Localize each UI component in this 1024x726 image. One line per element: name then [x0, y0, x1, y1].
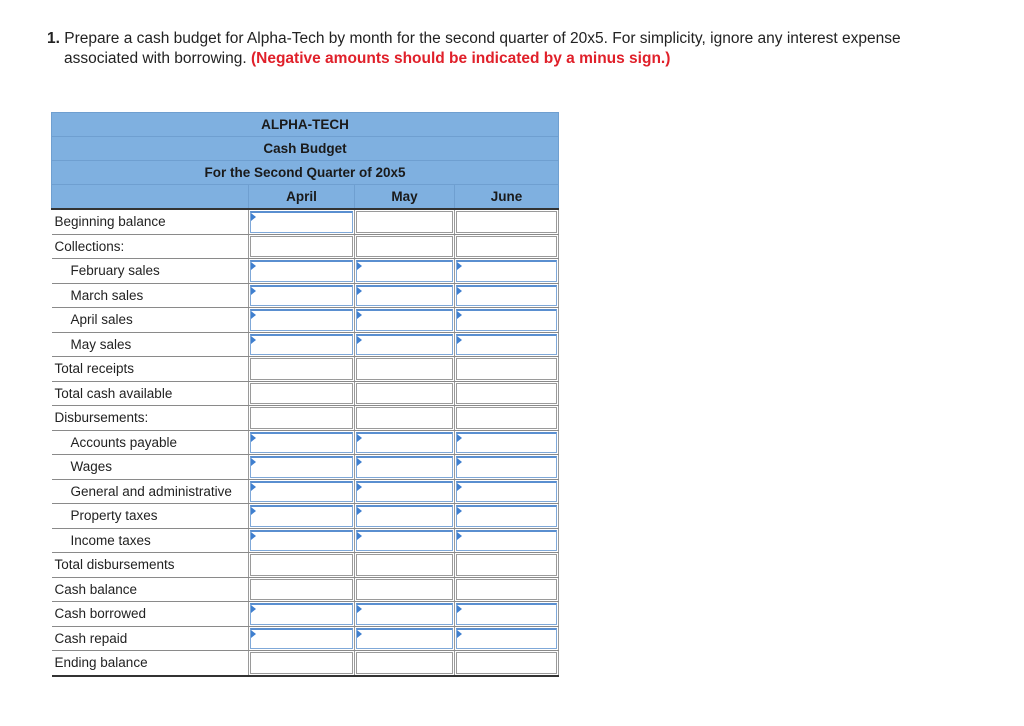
amount-input[interactable]: [456, 260, 557, 282]
amount-cell: [355, 651, 455, 676]
table-row: [52, 357, 559, 382]
row-label: Total receipts: [52, 357, 249, 382]
amount-input[interactable]: [250, 211, 353, 233]
amount-cell: [249, 626, 355, 651]
calculated-field[interactable]: [356, 211, 453, 233]
amount-input[interactable]: [356, 432, 453, 454]
table-row: [52, 504, 559, 529]
row-label: April sales: [52, 308, 249, 333]
amount-input[interactable]: [356, 628, 453, 650]
input-marker-icon: [251, 336, 256, 344]
amount-cell: [455, 381, 559, 406]
amount-cell: [455, 357, 559, 382]
calculated-field[interactable]: [250, 236, 353, 258]
amount-cell: [249, 283, 355, 308]
calculated-field[interactable]: [356, 236, 453, 258]
amount-cell: [249, 357, 355, 382]
calculated-field[interactable]: [456, 358, 557, 380]
row-label: Ending balance: [52, 651, 249, 676]
row-label: Cash borrowed: [52, 602, 249, 627]
amount-input[interactable]: [356, 603, 453, 625]
amount-input[interactable]: [250, 285, 353, 307]
amount-input[interactable]: [250, 628, 353, 650]
calculated-field[interactable]: [250, 579, 353, 601]
amount-cell: [249, 406, 355, 431]
row-label: Total cash available: [52, 381, 249, 406]
amount-input[interactable]: [356, 505, 453, 527]
input-marker-icon: [457, 532, 462, 540]
amount-cell: [355, 504, 455, 529]
amount-input[interactable]: [356, 260, 453, 282]
question-number: 1.: [47, 30, 60, 47]
amount-cell: [249, 234, 355, 259]
table-row: [52, 381, 559, 406]
amount-input[interactable]: [456, 456, 557, 478]
table-row: [52, 308, 559, 333]
calculated-field[interactable]: [456, 407, 557, 429]
row-label: Disbursements:: [52, 406, 249, 431]
calculated-field[interactable]: [456, 554, 557, 576]
amount-cell: [455, 577, 559, 602]
question-text: [47, 29, 1007, 69]
row-label: General and administrative: [52, 479, 249, 504]
input-marker-icon: [357, 262, 362, 270]
month-header-june: June: [455, 185, 559, 210]
amount-input[interactable]: [456, 481, 557, 503]
calculated-field[interactable]: [356, 652, 453, 674]
input-marker-icon: [357, 507, 362, 515]
amount-input[interactable]: [250, 260, 353, 282]
amount-input[interactable]: [250, 334, 353, 356]
input-marker-icon: [457, 458, 462, 466]
amount-cell: [355, 577, 455, 602]
amount-input[interactable]: [250, 432, 353, 454]
amount-cell: [249, 602, 355, 627]
month-header-may: May: [355, 185, 455, 210]
input-marker-icon: [457, 336, 462, 344]
amount-cell: [455, 430, 559, 455]
row-label: Cash repaid: [52, 626, 249, 651]
amount-cell: [355, 430, 455, 455]
amount-input[interactable]: [356, 456, 453, 478]
amount-cell: [249, 381, 355, 406]
input-marker-icon: [251, 287, 256, 295]
row-label: Total disbursements: [52, 553, 249, 578]
amount-cell: [249, 577, 355, 602]
amount-input[interactable]: [356, 285, 453, 307]
calculated-field[interactable]: [356, 554, 453, 576]
table-row: [52, 479, 559, 504]
amount-input[interactable]: [456, 505, 557, 527]
input-marker-icon: [251, 507, 256, 515]
calculated-field[interactable]: [250, 652, 353, 674]
table-row: [52, 332, 559, 357]
amount-cell: [355, 259, 455, 284]
budget-period: For the Second Quarter of 20x5: [52, 161, 559, 185]
amount-cell: [355, 528, 455, 553]
input-marker-icon: [251, 262, 256, 270]
input-marker-icon: [457, 262, 462, 270]
amount-input[interactable]: [356, 309, 453, 331]
amount-cell: [355, 381, 455, 406]
table-row: [52, 234, 559, 259]
amount-cell: [355, 283, 455, 308]
amount-cell: [249, 259, 355, 284]
question-warning: (Negative amounts should be indicated by a minus sign.): [250, 50, 671, 67]
input-marker-icon: [357, 458, 362, 466]
row-label: Accounts payable: [52, 430, 249, 455]
table-row: [52, 283, 559, 308]
amount-input[interactable]: [456, 530, 557, 552]
amount-cell: [355, 357, 455, 382]
calculated-field[interactable]: [250, 358, 353, 380]
amount-cell: [355, 308, 455, 333]
calculated-field[interactable]: [456, 383, 557, 405]
amount-cell: [455, 626, 559, 651]
amount-cell: [355, 479, 455, 504]
amount-cell: [455, 406, 559, 431]
question-line-2: associated with borrowing.: [64, 50, 247, 67]
amount-cell: [455, 332, 559, 357]
input-marker-icon: [251, 458, 256, 466]
calculated-field[interactable]: [456, 211, 557, 233]
input-marker-icon: [457, 507, 462, 515]
amount-cell: [355, 234, 455, 259]
input-marker-icon: [457, 434, 462, 442]
amount-cell: [355, 332, 455, 357]
input-marker-icon: [251, 532, 256, 540]
calculated-field[interactable]: [356, 358, 453, 380]
amount-cell: [249, 332, 355, 357]
row-label: Cash balance: [52, 577, 249, 602]
input-marker-icon: [457, 630, 462, 638]
amount-input[interactable]: [456, 603, 557, 625]
table-row: [52, 602, 559, 627]
amount-cell: [455, 602, 559, 627]
budget-title: Cash Budget: [52, 137, 559, 161]
amount-cell: [455, 504, 559, 529]
amount-cell: [455, 455, 559, 480]
calculated-field[interactable]: [456, 579, 557, 601]
row-label: Collections:: [52, 234, 249, 259]
row-label: Income taxes: [52, 528, 249, 553]
table-row: [52, 577, 559, 602]
amount-input[interactable]: [356, 481, 453, 503]
input-marker-icon: [457, 605, 462, 613]
calculated-field[interactable]: [250, 407, 353, 429]
input-marker-icon: [357, 630, 362, 638]
amount-cell: [355, 602, 455, 627]
amount-cell: [455, 528, 559, 553]
amount-cell: [249, 308, 355, 333]
table-row: [52, 651, 559, 676]
row-label: May sales: [52, 332, 249, 357]
amount-cell: [355, 406, 455, 431]
input-marker-icon: [251, 605, 256, 613]
amount-input[interactable]: [456, 285, 557, 307]
row-label: Beginning balance: [52, 209, 249, 234]
calculated-field[interactable]: [456, 652, 557, 674]
company-name: ALPHA-TECH: [52, 113, 559, 137]
amount-cell: [249, 455, 355, 480]
table-row: [52, 430, 559, 455]
amount-cell: [249, 553, 355, 578]
amount-input[interactable]: [356, 530, 453, 552]
amount-input[interactable]: [250, 481, 353, 503]
amount-input[interactable]: [250, 530, 353, 552]
calculated-field[interactable]: [356, 579, 453, 601]
input-marker-icon: [251, 311, 256, 319]
month-header-april: April: [249, 185, 355, 210]
amount-cell: [455, 553, 559, 578]
amount-cell: [355, 455, 455, 480]
amount-cell: [455, 209, 559, 234]
amount-cell: [249, 430, 355, 455]
amount-cell: [455, 283, 559, 308]
input-marker-icon: [357, 434, 362, 442]
amount-cell: [355, 209, 455, 234]
input-marker-icon: [251, 434, 256, 442]
calculated-field[interactable]: [356, 407, 453, 429]
input-marker-icon: [357, 532, 362, 540]
label-column-header: [52, 185, 249, 210]
input-marker-icon: [357, 336, 362, 344]
amount-cell: [355, 626, 455, 651]
amount-input[interactable]: [456, 309, 557, 331]
amount-input[interactable]: [456, 628, 557, 650]
calculated-field[interactable]: [250, 383, 353, 405]
input-marker-icon: [251, 483, 256, 491]
amount-cell: [249, 528, 355, 553]
amount-input[interactable]: [250, 603, 353, 625]
amount-cell: [249, 504, 355, 529]
input-marker-icon: [357, 287, 362, 295]
question-line-1: Prepare a cash budget for Alpha-Tech by month for the second quarter of 20x5. For simplicity, ignore any interest expense: [64, 30, 901, 47]
calculated-field[interactable]: [456, 236, 557, 258]
amount-cell: [249, 651, 355, 676]
input-marker-icon: [251, 630, 256, 638]
amount-input[interactable]: [250, 456, 353, 478]
row-label: Property taxes: [52, 504, 249, 529]
amount-cell: [455, 234, 559, 259]
amount-cell: [455, 259, 559, 284]
table-row: [52, 626, 559, 651]
amount-cell: [455, 479, 559, 504]
table-row: [52, 455, 559, 480]
amount-cell: [455, 308, 559, 333]
amount-cell: [455, 651, 559, 676]
amount-input[interactable]: [456, 334, 557, 356]
cash-budget-table: [51, 112, 559, 677]
input-marker-icon: [251, 213, 256, 221]
input-marker-icon: [457, 287, 462, 295]
month-header-row: [52, 185, 559, 210]
amount-cell: [249, 479, 355, 504]
table-row: [52, 209, 559, 234]
row-label: February sales: [52, 259, 249, 284]
table-row: [52, 406, 559, 431]
calculated-field[interactable]: [250, 554, 353, 576]
row-label: Wages: [52, 455, 249, 480]
table-row: [52, 553, 559, 578]
amount-input[interactable]: [250, 505, 353, 527]
input-marker-icon: [357, 605, 362, 613]
table-row: [52, 259, 559, 284]
amount-input[interactable]: [250, 309, 353, 331]
input-marker-icon: [357, 483, 362, 491]
table-row: [52, 528, 559, 553]
budget-rows: [52, 209, 559, 676]
amount-cell: [355, 553, 455, 578]
input-marker-icon: [457, 483, 462, 491]
input-marker-icon: [357, 311, 362, 319]
amount-cell: [249, 209, 355, 234]
amount-input[interactable]: [456, 432, 557, 454]
input-marker-icon: [457, 311, 462, 319]
row-label: March sales: [52, 283, 249, 308]
calculated-field[interactable]: [356, 383, 453, 405]
amount-input[interactable]: [356, 334, 453, 356]
